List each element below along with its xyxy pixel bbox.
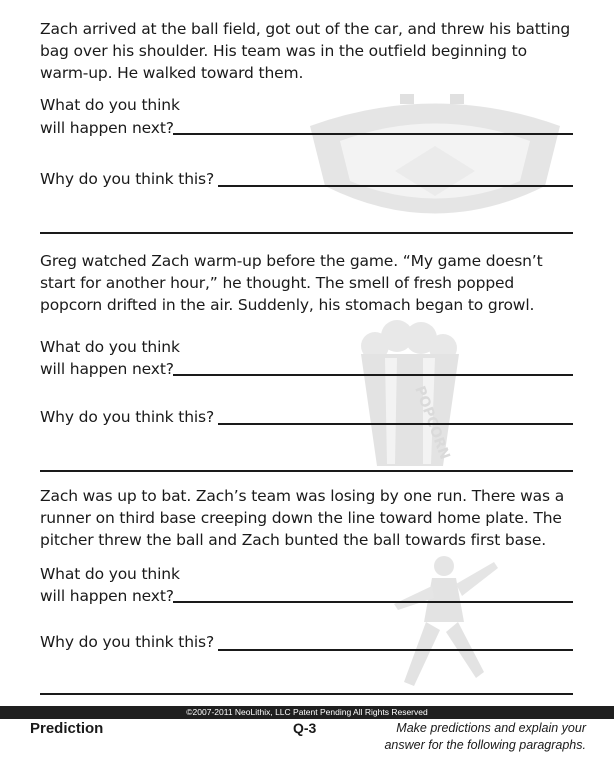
what-next-label-3b: will happen next? [40, 587, 174, 605]
instruction-line-2: answer for the following paragraphs. [384, 738, 586, 752]
popcorn-watermark-icon [355, 318, 465, 468]
what-next-label-1b: will happen next? [40, 119, 174, 137]
answer-line-1a[interactable] [173, 133, 573, 135]
why-label-1: Why do you think this? [40, 170, 215, 188]
why-label-2: Why do you think this? [40, 408, 215, 426]
what-next-label-2b: will happen next? [40, 360, 174, 378]
answer-line-2c[interactable] [40, 470, 573, 472]
answer-line-1b[interactable] [218, 185, 573, 187]
pitcher-watermark-icon [384, 552, 504, 702]
answer-line-3b[interactable] [218, 649, 573, 651]
answer-line-3c[interactable] [40, 693, 573, 695]
instruction-line-1: Make predictions and explain your [396, 721, 586, 735]
copyright-bar: ©2007-2011 NeoLithix, LLC Patent Pending All Rights Reserved [0, 706, 614, 719]
answer-line-2a[interactable] [173, 374, 573, 376]
paragraph-1: Zach arrived at the ball field, got out of the car, and threw his batting bag over his shoulder. His team was in the outfield beginning to warm-up. He walked toward them. [40, 20, 571, 82]
stadium-watermark-icon [300, 86, 570, 236]
paragraph-3: Zach was up to bat. Zach’s team was losing by one run. There was a runner on third base creeping down the line toward home plate. The pitcher threw the ball and Zach bunted the ball towards first base. [40, 487, 565, 549]
answer-line-1c[interactable] [40, 232, 573, 234]
what-next-label-3a: What do you think [40, 565, 180, 583]
popcorn-watermark-label: POPCORN [411, 383, 453, 462]
why-label-3: Why do you think this? [40, 633, 215, 651]
worksheet-instructions [356, 720, 586, 754]
answer-line-2b[interactable] [218, 423, 573, 425]
answer-line-3a[interactable] [173, 601, 573, 603]
paragraph-2: Greg watched Zach warm-up before the game. “My game doesn’t start for another hour,” he thought. The smell of fresh popped popcorn drifted in the air. Suddenly, his stomach began to growl. [40, 252, 543, 314]
worksheet-code: Q-3 [293, 720, 317, 736]
what-next-label-1a: What do you think [40, 96, 180, 114]
what-next-label-2a: What do you think [40, 338, 180, 356]
worksheet-title: Prediction [30, 720, 104, 737]
